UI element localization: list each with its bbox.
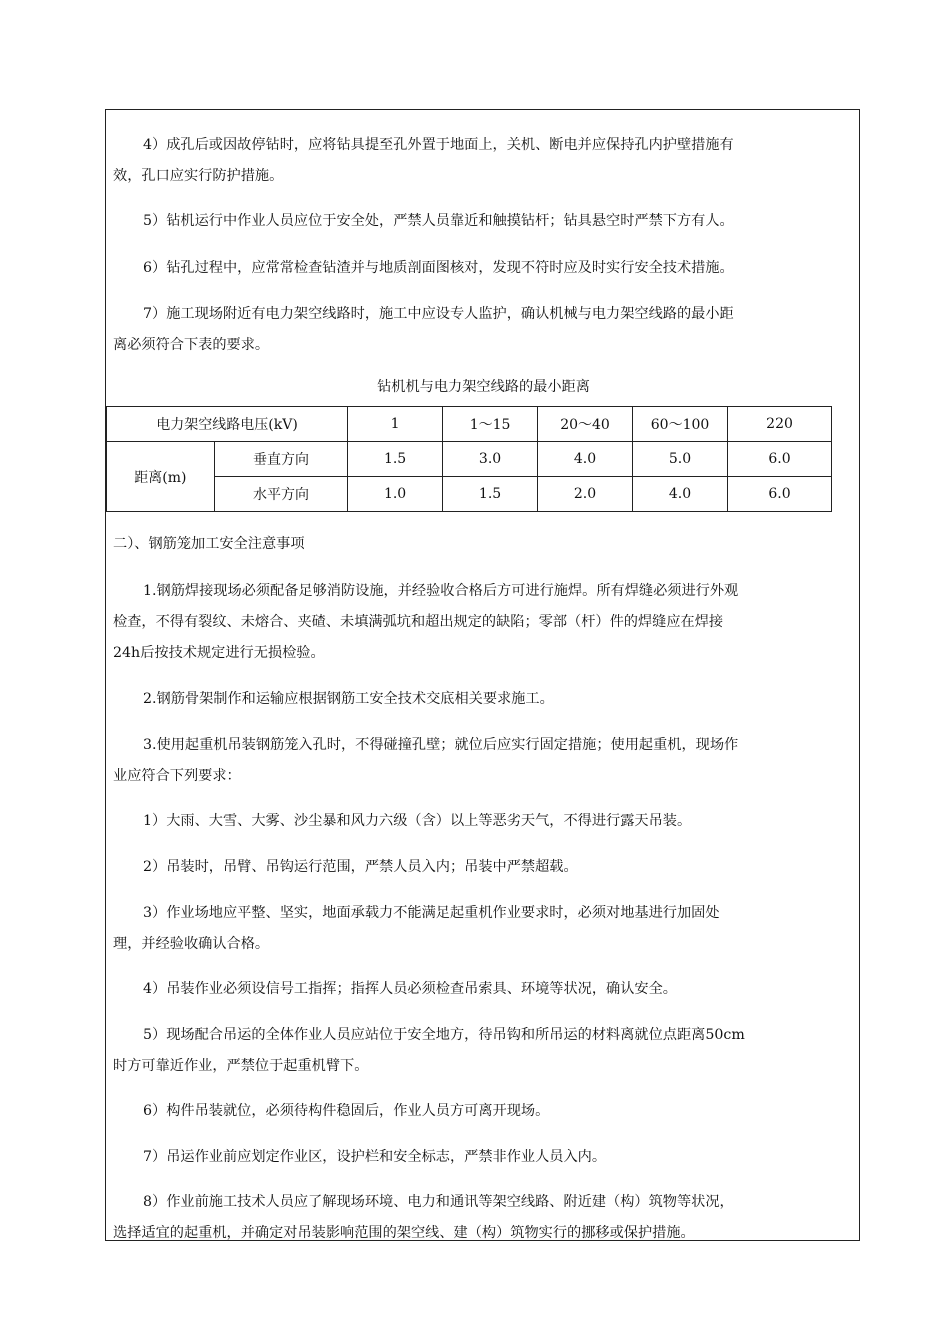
text-line: 7）吊运作业前应划定作业区，设护栏和安全标志，严禁非作业人员入内。 xyxy=(143,1149,607,1165)
text-line: 检查，不得有裂纹、未熔合、夹碴、未填满弧坑和超出规定的缺陷；零部（杆）件的焊缝应在焊接 xyxy=(113,614,724,630)
text-line: 7）施工现场附近有电力架空线路时，施工中应设专人监护，确认机械与电力架空线路的最小距 xyxy=(143,306,734,322)
text-line: 效，孔口应实行防护措施。 xyxy=(113,168,284,184)
direction-cell: 水平方向 xyxy=(214,477,347,512)
value-cell: 6.0 xyxy=(728,442,832,477)
value-cell: 1.5 xyxy=(348,442,443,477)
voltage-cell: 220 xyxy=(728,407,832,442)
direction-cell: 垂直方向 xyxy=(214,442,347,477)
paragraph-item-c4 xyxy=(113,974,851,1005)
value-cell: 4.0 xyxy=(633,477,728,512)
text-line: 2）吊装时，吊臂、吊钩运行范围，严禁人员入内；吊装中严禁超载。 xyxy=(143,859,578,875)
distance-table xyxy=(106,406,832,512)
paragraph-item-6 xyxy=(113,253,851,284)
paragraph-item-c1 xyxy=(113,806,851,837)
voltage-cell: 1 xyxy=(348,407,443,442)
paragraph-item-c3 xyxy=(113,898,851,960)
text-line: 二）、钢筋笼加工安全注意事项 xyxy=(113,536,305,552)
paragraph-item-c7 xyxy=(113,1142,851,1173)
value-cell: 2.0 xyxy=(538,477,633,512)
table-row xyxy=(107,477,832,512)
value-cell: 6.0 xyxy=(728,477,832,512)
text-line: 24h后按技术规定进行无损检验。 xyxy=(113,645,325,661)
text-line: 1）大雨、大雪、大雾、沙尘暴和风力六级（含）以上等恶劣天气，不得进行露天吊装。 xyxy=(143,813,692,829)
text-line: 3）作业场地应平整、坚实，地面承载力不能满足起重机作业要求时，必须对地基进行加固处 xyxy=(143,905,720,921)
text-line: 3.使用起重机吊装钢筋笼入孔时，不得碰撞孔壁；就位后应实行固定措施；使用起重机，现场作 xyxy=(143,737,739,753)
text-line: 6）构件吊装就位，必须待构件稳固后，作业人员方可离开现场。 xyxy=(143,1103,550,1119)
paragraph-item-c8 xyxy=(113,1187,851,1249)
table-caption: 钻机机与电力架空线路的最小距离 xyxy=(377,379,590,395)
text-line: 时方可靠近作业，严禁位于起重机臂下。 xyxy=(113,1058,369,1074)
text-line: 5）现场配合吊运的全体作业人员应站位于安全地方，待吊钩和所吊运的材料离就位点距离50cm xyxy=(143,1027,745,1043)
text-line: 业应符合下列要求： xyxy=(113,768,241,784)
value-cell: 3.0 xyxy=(443,442,538,477)
paragraph-item-c5 xyxy=(113,1020,851,1082)
table-header-row xyxy=(107,407,832,442)
value-cell: 5.0 xyxy=(633,442,728,477)
voltage-cell: 60～100 xyxy=(633,407,728,442)
voltage-cell: 1～15 xyxy=(443,407,538,442)
text-line: 理，并经验收确认合格。 xyxy=(113,936,270,952)
section-heading xyxy=(113,529,851,560)
value-cell: 4.0 xyxy=(538,442,633,477)
paragraph-item-s2 xyxy=(113,684,851,715)
paragraph-item-7 xyxy=(113,299,851,361)
table-row xyxy=(107,442,832,477)
value-cell: 1.0 xyxy=(348,477,443,512)
text-line: 1.钢筋焊接现场必须配备足够消防设施，并经验收合格后方可进行施焊。所有焊缝必须进行外观 xyxy=(143,583,739,599)
text-line: 离必须符合下表的要求。 xyxy=(113,337,270,353)
text-line: 5）钻机运行中作业人员应位于安全处，严禁人员靠近和触摸钻杆；钻具悬空时严禁下方有人。 xyxy=(143,213,734,229)
paragraph-item-s1 xyxy=(113,576,851,669)
paragraph-item-4 xyxy=(113,130,851,192)
voltage-header-cell: 电力架空线路电压(kV) xyxy=(107,407,348,442)
paragraph-item-5 xyxy=(113,206,851,237)
text-line: 6）钻孔过程中，应常常检查钻渣并与地质剖面图核对，发现不符时应及时实行安全技术措施。 xyxy=(143,260,734,276)
paragraph-item-c6 xyxy=(113,1096,851,1127)
paragraph-item-s3 xyxy=(113,730,851,792)
document-frame xyxy=(105,109,860,1241)
distance-label-cell: 距离(m) xyxy=(107,442,215,512)
value-cell: 1.5 xyxy=(443,477,538,512)
text-line: 2.钢筋骨架制作和运输应根据钢筋工安全技术交底相关要求施工。 xyxy=(143,691,554,707)
voltage-cell: 20～40 xyxy=(538,407,633,442)
text-line: 8）作业前施工技术人员应了解现场环境、电力和通讯等架空线路、附近建（构）筑物等状况， xyxy=(143,1194,734,1210)
text-line: 4）成孔后或因故停钻时，应将钻具提至孔外置于地面上，关机、断电并应保持孔内护壁措施有 xyxy=(143,137,734,153)
text-line: 4）吊装作业必须设信号工指挥；指挥人员必须检查吊索具、环境等状况，确认安全。 xyxy=(143,981,677,997)
text-line: 选择适宜的起重机，并确定对吊装影响范围的架空线、建（构）筑物实行的挪移或保护措施。 xyxy=(113,1225,695,1241)
paragraph-item-c2 xyxy=(113,852,851,883)
